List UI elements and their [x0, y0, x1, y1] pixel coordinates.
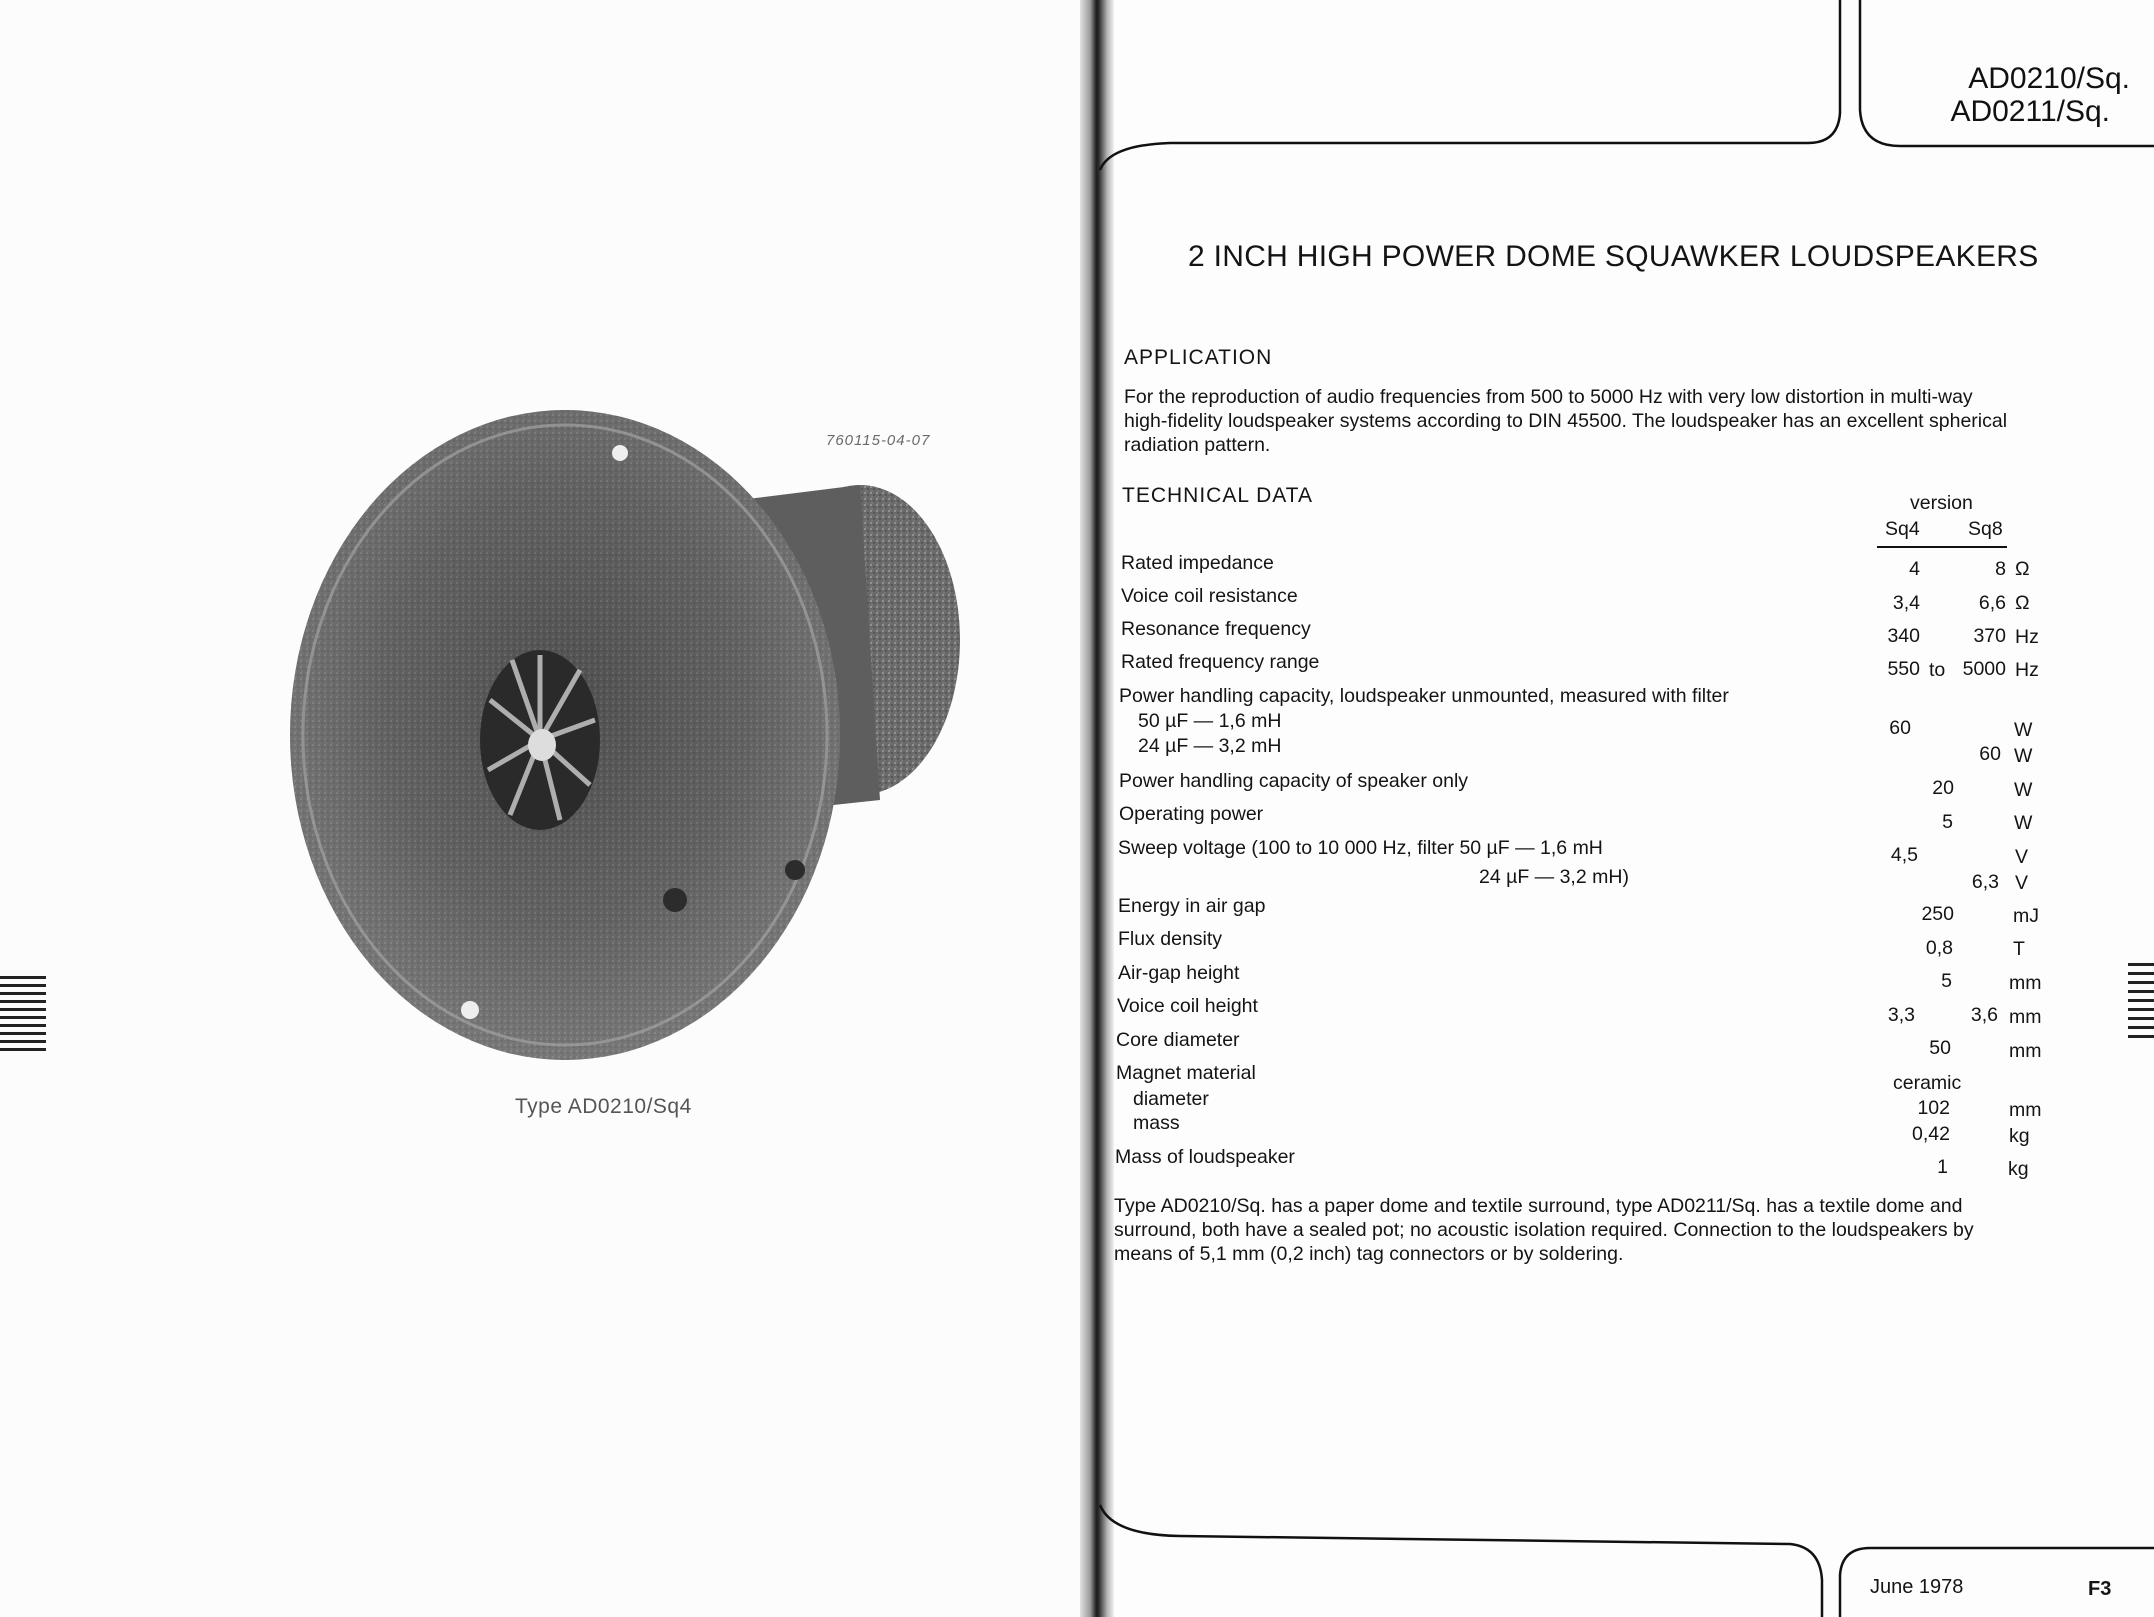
row-label: Core diameter: [1116, 1029, 1240, 1051]
value-to-word: to: [1929, 659, 1946, 681]
unit: W: [2014, 779, 2033, 801]
header-part-number-1: AD0210/Sq.: [1968, 62, 2130, 95]
value-from: 550: [1887, 658, 1920, 680]
sub-label-filter-2: 24 µF — 3,2 mH: [1138, 735, 1282, 757]
column-rule: [1877, 546, 2007, 548]
application-text-line: radiation pattern.: [1124, 434, 1271, 456]
row-label: Power handling capacity, loudspeaker unmounted, measured with filter: [1119, 685, 1729, 707]
unit: mm: [2009, 1099, 2042, 1121]
value-sq4: 3,4: [1892, 592, 1920, 614]
unit: W: [2014, 812, 2033, 834]
application-text-line: For the reproduction of audio frequencies from 500 to 5000 Hz with very low distortion in multi-way: [1124, 386, 1973, 408]
value: 5: [1942, 811, 1953, 833]
note-text-line: Type AD0210/Sq. has a paper dome and textile surround, type AD0211/Sq. has a textile dome and: [1114, 1195, 1963, 1217]
sub-label-filter-1: 50 µF — 1,6 mH: [1138, 710, 1282, 732]
page-number: F3: [2088, 1578, 2112, 1600]
unit: W: [2014, 745, 2033, 767]
note-text-line: surround, both have a sealed pot; no acoustic isolation required. Connection to the loudspeakers by: [1114, 1219, 1974, 1241]
unit: Ω: [2015, 558, 2030, 580]
row-label: Flux density: [1118, 928, 1223, 950]
value-sq4: 4,5: [1890, 844, 1918, 866]
value-to: 5000: [1962, 658, 2006, 680]
unit: mm: [2009, 1040, 2042, 1062]
value: 50: [1929, 1037, 1951, 1059]
unit: mm: [2009, 1006, 2042, 1028]
value-diameter: 102: [1917, 1097, 1950, 1119]
note-text-line: means of 5,1 mm (0,2 inch) tag connectors or by soldering.: [1114, 1243, 1624, 1265]
unit: W: [2014, 719, 2033, 741]
row-label: Rated impedance: [1121, 552, 1274, 574]
value-sq4: 340: [1887, 625, 1920, 647]
sub-label-mass: mass: [1133, 1112, 1180, 1134]
value: 20: [1932, 777, 1954, 799]
application-heading: APPLICATION: [1124, 346, 1273, 369]
value-sq8: 6,3: [1971, 871, 1999, 893]
row-label-continued: 24 µF — 3,2 mH): [1479, 866, 1629, 888]
unit: Hz: [2015, 659, 2039, 681]
photo-code: 760115-04-07: [826, 432, 931, 449]
row-label: Mass of loudspeaker: [1115, 1146, 1295, 1168]
photo-caption: Type AD0210/Sq4: [515, 1095, 692, 1118]
row-label: Resonance frequency: [1121, 618, 1311, 640]
value: 1: [1937, 1156, 1948, 1178]
row-label: Voice coil height: [1117, 995, 1258, 1017]
row-label: Sweep voltage (100 to 10 000 Hz, filter 50 µF — 1,6 mH: [1118, 837, 1603, 859]
unit: Hz: [2015, 626, 2039, 648]
value-sq8: 60: [1979, 743, 2001, 765]
sub-label-diameter: diameter: [1133, 1088, 1209, 1110]
value: ceramic: [1893, 1072, 1962, 1094]
value-sq4: 3,3: [1887, 1004, 1915, 1026]
column-sq8: Sq8: [1968, 518, 2003, 540]
value-sq4: 60: [1889, 717, 1911, 739]
row-label: Magnet material: [1116, 1062, 1256, 1084]
header-part-number-2: AD0211/Sq.: [1950, 95, 2110, 128]
unit: Ω: [2015, 592, 2030, 614]
value-sq4: 4: [1909, 558, 1920, 580]
unit: V: [2015, 846, 2029, 868]
column-sq4: Sq4: [1885, 518, 1920, 540]
value-sq8: 6,6: [1978, 592, 2006, 614]
value-mass: 0,42: [1912, 1123, 1950, 1145]
technical-data-heading: TECHNICAL DATA: [1122, 484, 1313, 507]
row-label: Power handling capacity of speaker only: [1119, 770, 1469, 792]
value-sq8: 370: [1973, 625, 2006, 647]
value: 0,8: [1925, 937, 1953, 959]
application-text-line: high-fidelity loudspeaker systems according to DIN 45500. The loudspeaker has an excellent spherical: [1124, 410, 2008, 432]
unit: kg: [2008, 1158, 2029, 1180]
value: 5: [1941, 970, 1952, 992]
row-label: Operating power: [1119, 803, 1264, 825]
version-label: version: [1910, 492, 1973, 514]
page-title: 2 INCH HIGH POWER DOME SQUAWKER LOUDSPEAKERS: [1188, 240, 2039, 273]
footer-date: June 1978: [1870, 1576, 1964, 1598]
unit: mJ: [2013, 905, 2039, 927]
value-sq8: 8: [1995, 558, 2006, 580]
unit: kg: [2009, 1125, 2030, 1147]
row-label: Rated frequency range: [1121, 651, 1320, 673]
unit: V: [2015, 872, 2029, 894]
unit: mm: [2009, 972, 2042, 994]
value-sq8: 3,6: [1970, 1004, 1998, 1026]
row-label: Energy in air gap: [1118, 895, 1266, 917]
row-label: Air-gap height: [1118, 962, 1240, 984]
value: 250: [1921, 903, 1954, 925]
row-label: Voice coil resistance: [1121, 585, 1298, 607]
unit: T: [2013, 938, 2025, 960]
